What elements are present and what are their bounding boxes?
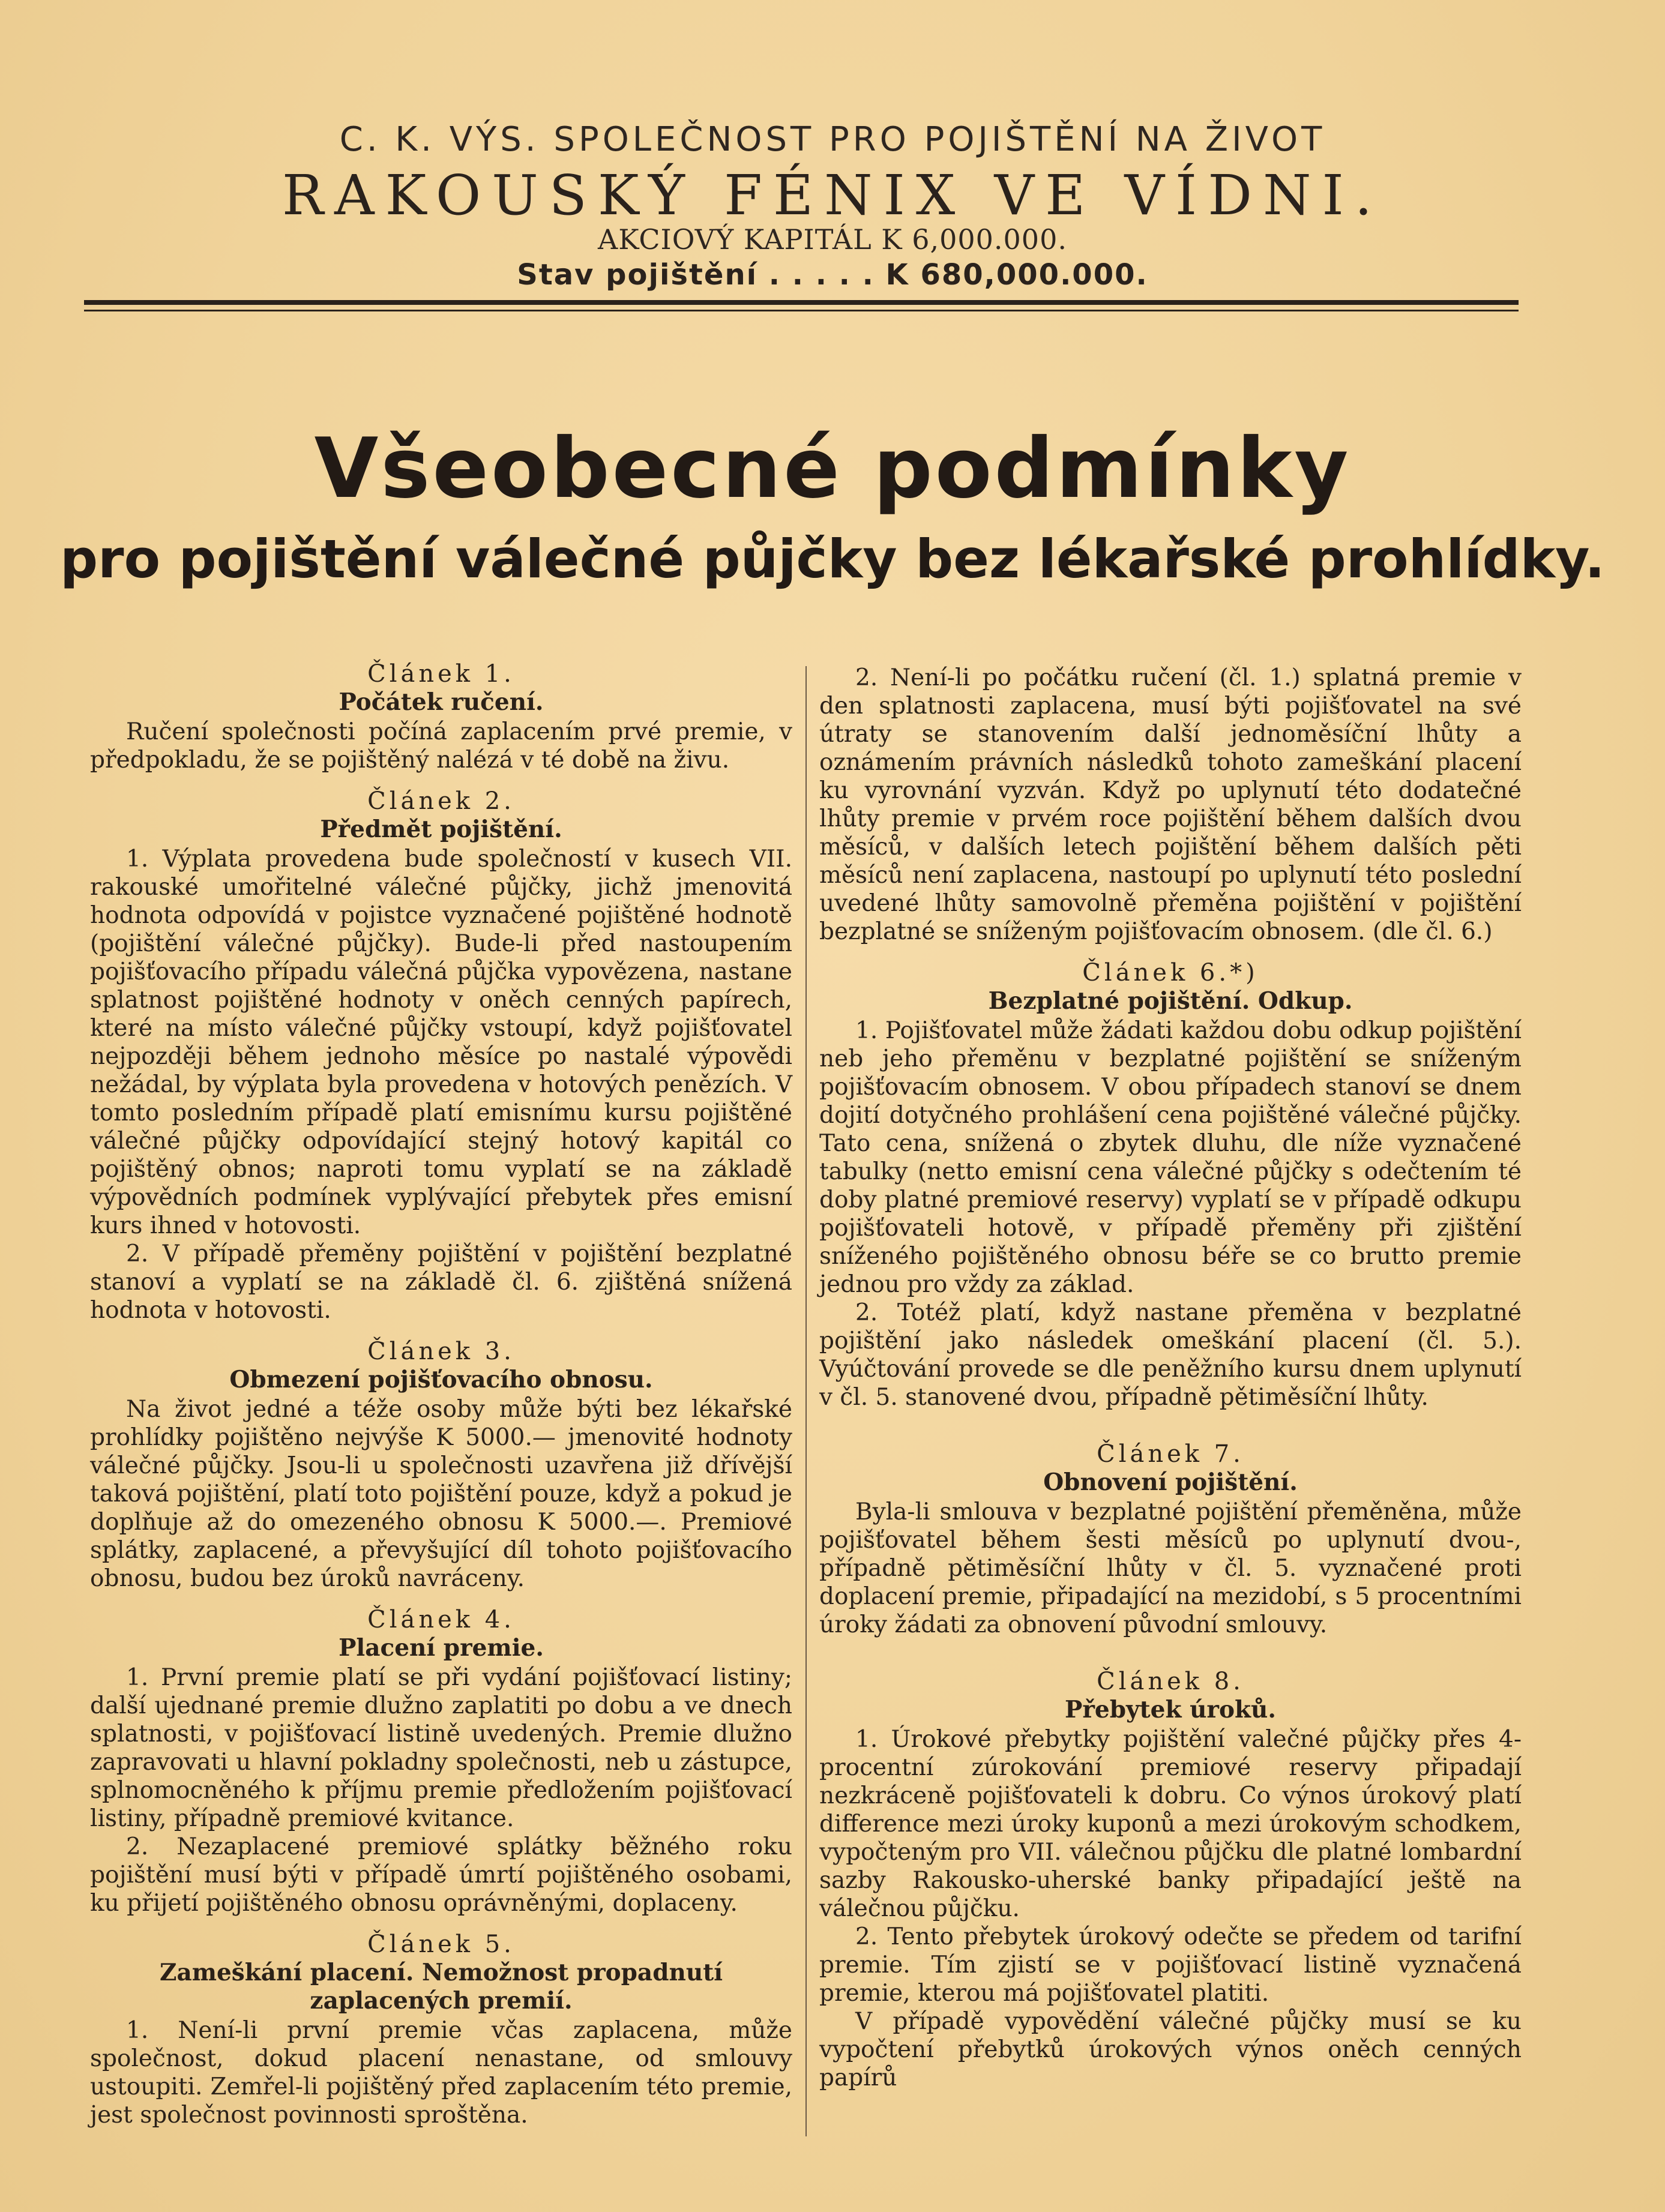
article-paragraph: 2. Totéž platí, když nastane přeměna v bezplatné pojištění jako následek omeškání placení (čl. 5.). Vyúčtování provede se dle peněžního kursu dnem uplynutí v čl. 5. stanovené dvou, případně pětiměsíční lhůty. — [819, 1299, 1522, 1411]
article-title: Počátek ručení. — [339, 688, 544, 716]
article-7 — [819, 1440, 1522, 1639]
article-4 — [90, 1606, 792, 1917]
article-paragraph: 2. Není-li po počátku ručení (čl. 1.) splatná premie v den splatnosti zaplacena, musí býti pojišťovatel na své útraty se stanovením další jednoměsíční lhůty a oznámením právních následků tohoto zameškání placení ku vyrovnání vyzván. Když po uplynutí této dodatečné lhůty premie v prvém roce pojištění během dalších dvou měsíců, v dalších letech pojištění během dalších pěti měsíců není zaplacena, nastoupí po uplynutí této poslední uvedené lhůty samovolně přeměna pojištění v pojištění bezplatné se sníženým pojišťovacím obnosem. (dle čl. 6.) — [819, 664, 1522, 945]
article-heading: Článek 4. — [367, 1606, 515, 1633]
document-subtitle: pro pojištění válečné půjčky bez lékařské prohlídky. — [60, 528, 1605, 590]
article-heading: Článek 7. — [1097, 1440, 1244, 1468]
article-paragraph: 2. Tento přebytek úrokový odečte se předem od tarifní premie. Tím zjistí se v pojišťovací listině vyznačená premie, kterou má pojišťovatel platiti. — [819, 1923, 1522, 2007]
article-5-continued — [819, 664, 1522, 946]
article-paragraph: 1. První premie platí se při vydání pojišťovací listiny; další ujednané premie dlužno zaplatiti po dobu a ve dnech splatnosti, v pojišťovací listině uvedených. Premie dlužno zapravovati u hlavní pokladny společnosti, neb u zástupce, splnomocněného k příjmu premie předložením pojišťovací listiny, případně premiové kvitance. — [90, 1664, 792, 1832]
header-rule-thick — [84, 300, 1519, 305]
article-title: Obnovení pojištění. — [1043, 1468, 1298, 1496]
insurance-state: Stav pojištění . . . . . K 680,000.000. — [517, 258, 1148, 292]
article-title: Placení premie. — [339, 1634, 544, 1662]
article-heading: Článek 6.*) — [1082, 959, 1259, 987]
article-paragraph: 1. Úrokové přebytky pojištění valečné půjčky přes 4-procentní zúrokování premiové reservy připadají nezkráceně pojišťovateli k dobru. Co výnos úrokový platí difference mezi úroky kuponů a mezi úrokovým schodkem, vypočteným pro VII. válečnou půjčku dle platné lombardní sazby Rakousko-uherské banky připadající ještě na válečnou půjčku. — [819, 1726, 1522, 1922]
column-divider — [805, 666, 807, 2136]
article-heading: Článek 5. — [367, 1931, 515, 1958]
article-title: Obmezení pojišťovacího obnosu. — [229, 1366, 653, 1393]
article-heading: Článek 2. — [367, 787, 515, 815]
article-paragraph: Na život jedné a téže osoby může býti bez lékařské prohlídky pojištěno nejvýše K 5000.— jmenovité hodnoty válečné půjčky. Jsou-li u společnosti uzavřena již dřívější taková pojištění, platí toto pojištění pouze, když a pokud je doplňuje až do omezeného obnosu K 5000.—. Premiové splátky, zaplacené, a převyšující díl tohoto pojišťovacího obnosu, budou bez úroků navráceny. — [90, 1396, 792, 1592]
article-paragraph: 1. Není-li první premie včas zaplacena, může společnost, dokud placení nenastane, od smlouvy ustoupiti. Zemřel-li pojištěný před zaplacením této premie, jest společnost povinnosti sproštěna. — [90, 2017, 792, 2129]
firm-name: RAKOUSKÝ FÉNIX VE VÍDNI. — [282, 163, 1383, 227]
article-paragraph: 2. Nezaplacené premiové splátky běžného roku pojištění musí býti v případě úmrtí pojištěného osobami, ku přijetí pojištěného obnosu oprávněnými, doplaceny. — [90, 1833, 792, 1917]
article-paragraph: 1. Výplata provedena bude společností v kusech VII. rakouské umořitelné válečné půjčky, jichž jmenovitá hodnota odpovídá v pojistce vyznačené pojištěné hodnotě (pojištění válečné půjčky). Bude-li před nastoupením pojišťovacího případu válečná půjčka vypovězena, nastane splatnost pojištěné hodnoty v oněch cenných papírech, které na místo válečné půjčky vstoupí, když pojišťovatel nejpozději během jednoho měsíce po nastalé výpovědi nežádal, by výplata byla provedena v hotových penězích. V tomto posledním případě platí emisnímu kursu pojištěné válečné půjčky odpovídající stejný hotový kapitál co pojištěný obnos; naproti tomu vyplatí se na základě výpovědních podmínek vyplývající přebytek přes emisní kurs ihned v hotovosti. — [90, 846, 792, 1239]
article-paragraph: Ručení společnosti počíná zaplacením prvé premie, v předpokladu, že se pojištěný nalézá v té době na živu. — [90, 718, 792, 774]
article-paragraph: V případě vypovědění válečné půjčky musí se ku vypočtení přebytků úrokových výnos oněch cenných papírů — [819, 2008, 1522, 2091]
article-3 — [90, 1338, 792, 1593]
article-heading: Článek 8. — [1097, 1668, 1244, 1695]
header-rule-thin — [84, 310, 1519, 311]
article-2 — [90, 787, 792, 1324]
share-capital: AKCIOVÝ KAPITÁL K 6,000.000. — [598, 223, 1067, 256]
document-title: Všeobecné podmínky — [314, 420, 1351, 517]
right-column — [819, 664, 1522, 2092]
article-heading: Článek 1. — [367, 660, 515, 688]
article-paragraph: Byla-li smlouva v bezplatné pojištění přeměněna, může pojišťovatel během šesti měsíců po uplynutí dvou-, případně pětiměsíční lhůty v čl. 5. vyznačené proti doplacení premie, připadající na mezidobí, s 5 procentními úroky žádati za obnovení původní smlouvy. — [819, 1498, 1522, 1638]
left-column — [90, 660, 792, 2129]
article-5 — [90, 1931, 792, 2129]
article-heading: Článek 3. — [367, 1338, 515, 1365]
article-8 — [819, 1668, 1522, 2092]
article-paragraph: 1. Pojišťovatel může žádati každou dobu odkup pojištění neb jeho přeměnu v bezplatné pojištění se sníženým pojišťovacím obnosem. V obou případech stanoví se dnem dojití dotyčného prohlášení cena pojištěné válečné půjčky. Tato cena, snížená o zbytek dluhu, dle níže vyznačené tabulky (netto emisní cena válečné půjčky s odečtením té doby platné premiové reservy) vyplatí se v případě odkupu pojišťovateli hotově, v případě přeměny při zjištění sníženého pojištěného obnosu béře se co brutto premie jednou pro vždy za základ. — [819, 1017, 1522, 1298]
article-1 — [90, 660, 792, 774]
company-name: C. K. VÝS. SPOLEČNOST PRO POJIŠTĚNÍ NA ŽIVOT — [339, 120, 1326, 159]
article-title: Bezplatné pojištění. Odkup. — [988, 987, 1353, 1015]
article-6 — [819, 959, 1522, 1411]
article-title: Přebytek úroků. — [1065, 1696, 1276, 1724]
article-title: Předmět pojištění. — [320, 816, 562, 843]
article-paragraph: 2. V případě přeměny pojištění v pojištění bezplatné stanoví a vyplatí se na základě čl. 6. zjištěná snížená hodnota v hotovosti. — [90, 1240, 792, 1324]
article-title: Zameškání placení. Nemožnost propadnutí zaplacených premií. — [159, 1959, 723, 2015]
